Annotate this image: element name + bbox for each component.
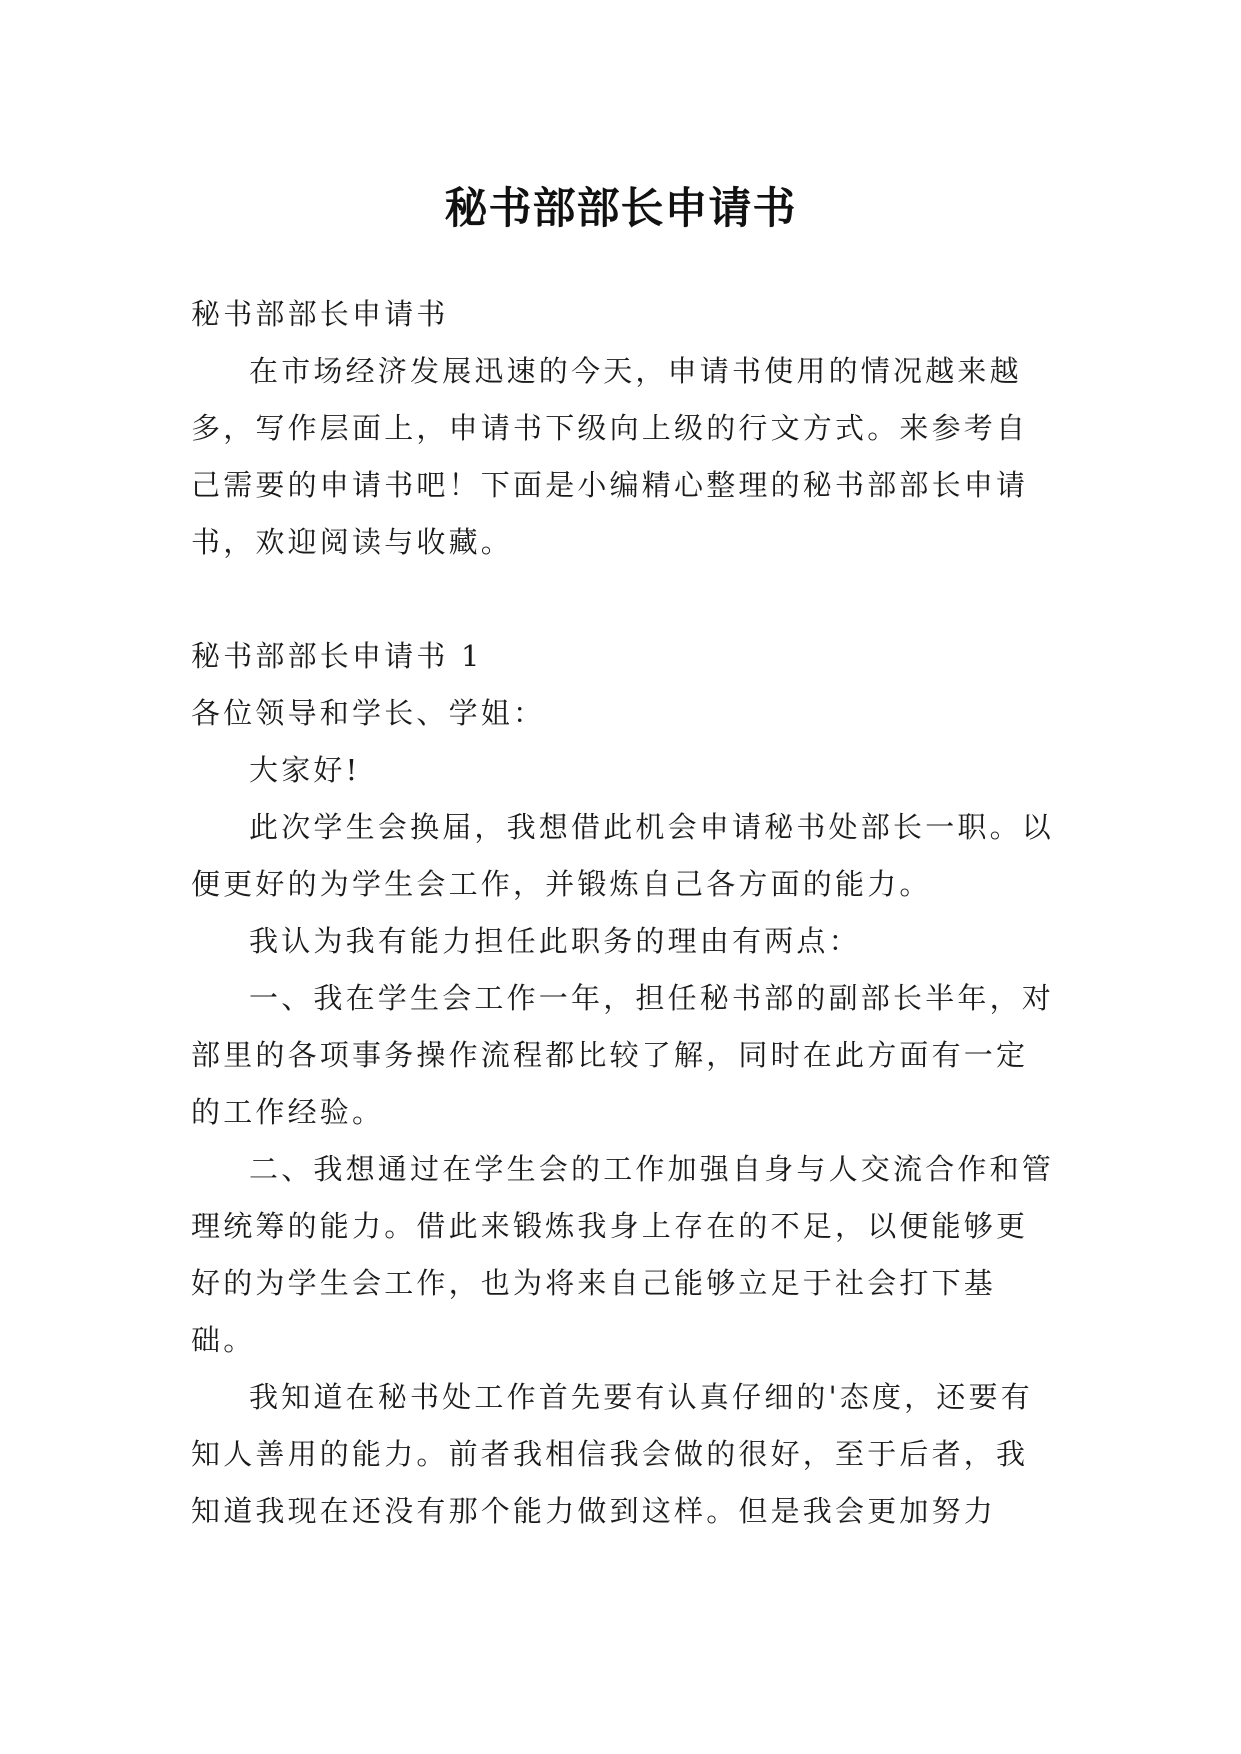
letter-paragraph-1: 此次学生会换届，我想借此机会申请秘书处部长一职。以便更好的为学生会工作，并锻炼自己各方面的能力。 <box>191 810 1055 901</box>
intro-heading: 秘书部部长申请书 <box>191 297 449 331</box>
letter-paragraph-5: 我知道在秘书处工作首先要有认真仔细的'态度，还要有知人善用的能力。前者我相信我会做的很好，至于后者，我知道我现在还没有那个能力做到这样。但是我会更加努力 <box>191 1380 1033 1528</box>
document-title: 秘书部部长申请书 <box>444 183 797 234</box>
letter-paragraph-4: 二、我想通过在学生会的工作加强自身与人交流合作和管理统筹的能力。借此来锻炼我身上存在的不足，以便能够更好的为学生会工作，也为将来自己能够立足于社会打下基础。 <box>191 1152 1055 1357</box>
section-spacer <box>191 571 1056 628</box>
letter-paragraph-3: 一、我在学生会工作一年，担任秘书部的副部长半年，对部里的各项事务操作流程都比较了解，同时在此方面有一定的工作经验。 <box>191 981 1055 1129</box>
letter-heading: 秘书部部长申请书 1 <box>191 639 483 673</box>
letter-paragraph-2: 我认为我有能力担任此职务的理由有两点： <box>249 924 861 958</box>
letter-salutation: 各位领导和学长、学姐： <box>191 696 546 730</box>
intro-paragraph: 在市场经济发展迅速的今天，申请书使用的情况越来越多，写作层面上，申请书下级向上级的行文方式。来参考自己需要的申请书吧！下面是小编精心整理的秘书部部长申请书，欢迎阅读与收藏。 <box>191 354 1029 559</box>
letter-greeting: 大家好! <box>249 753 361 787</box>
document-body <box>191 286 1056 1540</box>
